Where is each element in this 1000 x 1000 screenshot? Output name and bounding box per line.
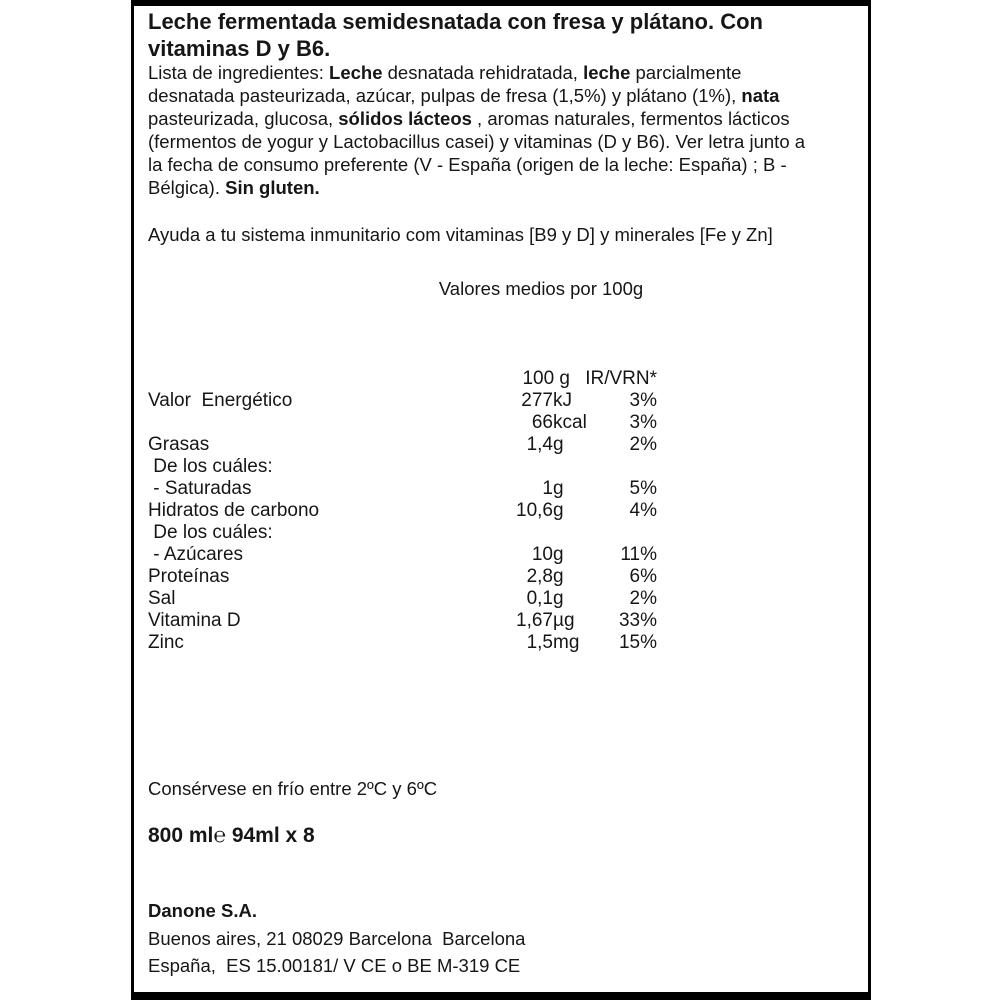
- row-amount: 2,8: [526, 566, 553, 587]
- table-row: [148, 390, 668, 412]
- row-label: [148, 412, 448, 434]
- row-unit: kJ: [553, 390, 572, 411]
- row-percent: 6%: [629, 566, 657, 587]
- table-row: [148, 588, 668, 610]
- row-label: Zinc: [148, 632, 184, 653]
- row-unit: kcal: [553, 412, 587, 433]
- row-label: Proteínas: [148, 566, 230, 587]
- ingredients-paragraph: [148, 61, 805, 199]
- row-amount: 1,67: [516, 610, 553, 631]
- ingredients-line: desnatada pasteurizada, azúcar, pulpas de fresa (1,5%) y plátano (1%), nata: [148, 85, 780, 106]
- health-claim: Ayuda a tu sistema inmunitario com vitaminas [B9 y D] y minerales [Fe y Zn]: [148, 224, 773, 245]
- row-percent: 33%: [618, 610, 657, 631]
- product-title-line-2: vitaminas D y B6.: [148, 36, 331, 61]
- label-box: [131, 0, 871, 1000]
- row-percent: 3%: [629, 412, 657, 433]
- row-amount: [448, 456, 553, 478]
- table-row: [148, 434, 668, 456]
- row-unit: [553, 522, 615, 544]
- row-amount: 1,5: [526, 632, 553, 653]
- row-percent: 15%: [618, 632, 657, 653]
- row-unit: g: [553, 500, 564, 521]
- row-amount: 66: [531, 412, 553, 433]
- row-amount: 277: [521, 390, 553, 411]
- ingredients-line: la fecha de consumo preferente (V - España (origen de la leche: España) ; B -: [148, 154, 787, 175]
- row-label: Vitamina D: [148, 610, 241, 631]
- row-label: Hidratos de carbono: [148, 500, 320, 521]
- ingredients-line: (fermentos de yogur y Lactobacillus casei) y vitaminas (D y B6). Ver letra junto a: [148, 131, 806, 152]
- table-row: [148, 456, 668, 478]
- column-header-ir-vrn: IR/VRN*: [585, 368, 657, 389]
- table-row: [148, 412, 668, 434]
- row-label: Valor Energético: [148, 390, 293, 411]
- row-percent: 2%: [629, 588, 657, 609]
- row-percent: 11%: [620, 544, 657, 565]
- row-label: De los cuáles:: [148, 456, 273, 477]
- table-row: [148, 566, 668, 588]
- table-row: [148, 610, 668, 632]
- storage-instructions: Consérvese en frío entre 2ºC y 6ºC: [148, 778, 438, 799]
- table-row: [148, 522, 668, 544]
- row-percent: 3%: [629, 390, 657, 411]
- column-header-amount: 100 g: [522, 368, 570, 389]
- row-percent: 5%: [629, 478, 657, 499]
- nutrition-caption: Valores medios por 100g: [438, 278, 644, 299]
- row-unit: [553, 456, 615, 478]
- table-row: [148, 632, 668, 654]
- row-amount: [448, 522, 553, 544]
- row-label: - Azúcares: [148, 544, 244, 565]
- row-unit: g: [553, 434, 564, 455]
- manufacturer-name: Danone S.A.: [148, 900, 257, 921]
- row-amount: 0,1: [526, 588, 553, 609]
- manufacturer-address-1: Buenos aires, 21 08029 Barcelona Barcelona: [148, 927, 526, 949]
- row-percent: 4%: [629, 500, 657, 521]
- table-row: [148, 544, 668, 566]
- manufacturer-block: [148, 897, 525, 980]
- table-row: [148, 500, 668, 522]
- row-label: De los cuáles:: [148, 522, 273, 543]
- row-unit: g: [553, 588, 564, 609]
- row-percent: 2%: [629, 434, 657, 455]
- row-label: - Saturadas: [148, 478, 252, 499]
- table-header: [148, 368, 668, 390]
- row-amount: 1,4: [526, 434, 553, 455]
- row-unit: g: [553, 478, 564, 499]
- ingredients-line: Bélgica). Sin gluten.: [148, 177, 320, 198]
- nutrition-table: [148, 368, 668, 654]
- row-amount: 10: [531, 544, 553, 565]
- nutrition-rows: [148, 390, 668, 654]
- row-amount: 10,6: [516, 500, 553, 521]
- row-amount: 1: [542, 478, 553, 499]
- row-percent: [615, 522, 657, 544]
- row-label: Sal: [148, 588, 176, 609]
- ingredients-line: Lista de ingredientes: Leche desnatada rehidratada, leche parcialmente: [148, 62, 742, 83]
- row-unit: g: [553, 544, 564, 565]
- row-unit: mg: [553, 632, 580, 653]
- row-unit: µg: [553, 610, 575, 631]
- manufacturer-address-2: España, ES 15.00181/ V CE o BE M-319 CE: [148, 955, 521, 976]
- ingredients-line: pasteurizada, glucosa, sólidos lácteos , aromas naturales, fermentos lácticos: [148, 108, 790, 129]
- product-title: [148, 8, 763, 62]
- table-row: [148, 478, 668, 500]
- row-label: Grasas: [148, 434, 210, 455]
- product-title-line-1: Leche fermentada semidesnatada con fresa y plátano. Con: [148, 9, 763, 34]
- row-unit: g: [553, 566, 564, 587]
- row-percent: [615, 456, 657, 478]
- net-quantity: 800 ml℮ 94ml x 8: [148, 824, 315, 847]
